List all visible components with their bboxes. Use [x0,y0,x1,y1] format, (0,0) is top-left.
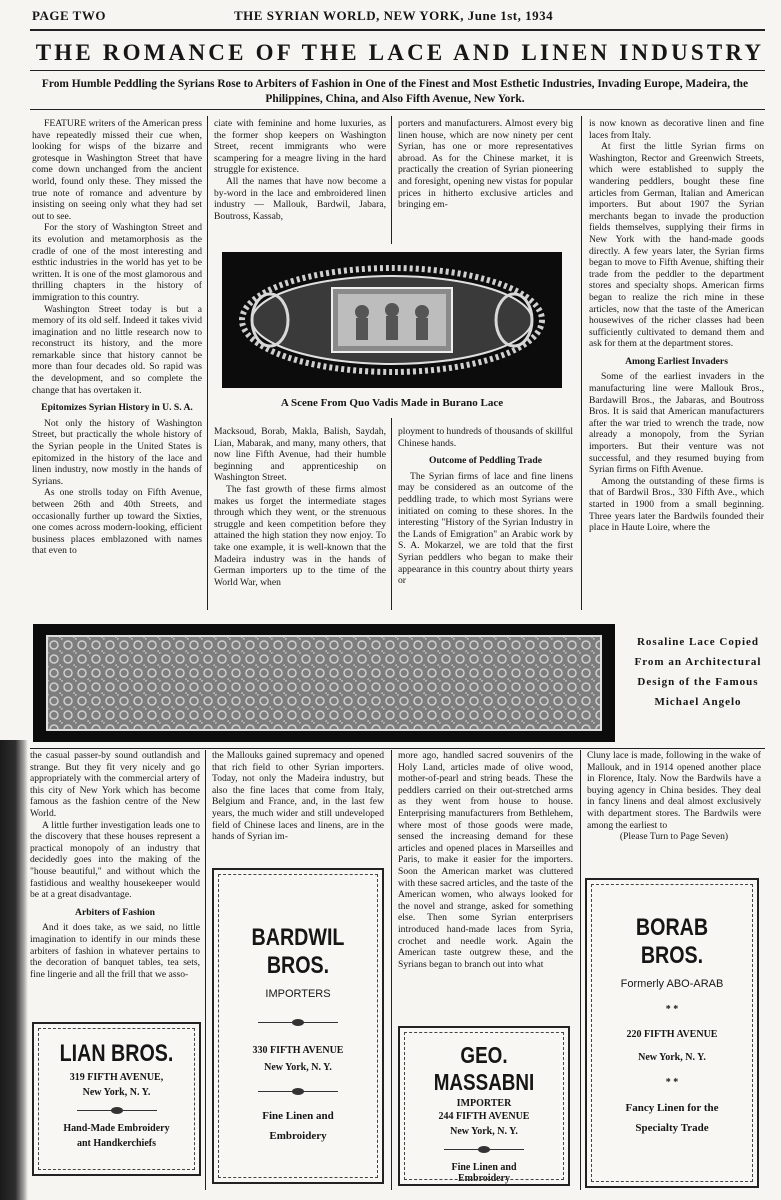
paragraph: Not only the history of Washington Street, but practically the whole history of the Syrian people in the United States is epitomized in the history of the lace and linen industry, now mostly in the hands of Syrians. [32,417,202,487]
paragraph: The fast growth of these firms almost makes us forget the intermediate stages through which they went, or the strenuous struggle and keen competition before they attained the high station they now enjoy. To take one example, it is well-known that the Madeira industry was in the hands of German importers up to the time of the World War, when [214,483,386,588]
paragraph: is now known as decorative linen and fine laces from Italy. [589,118,764,141]
ad-borab-bros [585,878,759,1188]
subhead: Outcome of Peddling Trade [429,455,542,467]
paragraph: Among the outstanding of these firms is that of Bardwil Bros., 330 Fifth Ave., which started in 1900 from a small beginning. Three years later the Bardwils founded their place in Haute Loire, where the [589,475,764,534]
photo-caption: A Scene From Quo Vadis Made in Burano Lace [280,397,504,409]
paragraph: Cluny lace is made, following in the wake of Mallouk, and in 1914 opened another place in Florence, Italy. Now the Bardwils have a buying agency in China besides. They deal in fancy linens and deal almost exclusively with department stores. The Bardwils were among the earliest to [587,750,761,831]
ad-line: Embroidery [269,1130,327,1142]
paragraph: Macksoud, Borab, Makla, Balish, Saydah, Lian, Mabarak, and many, many others, that now line Fifth Avenue, had their humble beginning and apprenticeship on Washington Street. [214,426,386,484]
deck-rule [30,109,765,110]
column-1 [32,118,202,610]
header-rule [30,29,765,31]
ad-subtitle: IMPORTER [456,1098,512,1109]
section-rule [30,748,765,749]
column-rule [205,750,206,1190]
article-title: THE ROMANCE OF THE LACE AND LINEN INDUSTRY [35,40,765,65]
column-2-continued [214,426,386,610]
ornament [77,1110,157,1111]
paragraph: As one strolls today on Fifth Avenue, between 26th and 40th Streets, and occasionally further up toward the Sixties, one comes across modern-looking, efficient business places emblazoned with names that even to [32,487,202,557]
paragraph: At first the little Syrian firms on Washington, Rector and Greenwich Streets, which were established to supply the wandering peddlers, bought these fine articles from German, Italian and American importers. But about 1907 the Syrian merchants began to invade the production fields themselves, supplying their firms in New York with the hand-made goods directly. A few years later, the Syrian firms began to move to Fifth Avenue, shifting their trade from the peddler to the department stores and specialty shops. American firms began to realize the rich mine in these articles, now that the taste of the American housewives of the richer classes had been sufficiently cultivated to demand them and ask for them at the department stores. [589,141,764,350]
ad-border [218,874,378,1178]
ad-line: Fancy Linen for the [625,1102,719,1114]
column-rule [207,116,208,610]
continued-note: (Please Turn to Page Seven) [619,831,729,843]
scan-damage-edge [0,740,28,1200]
ad-line: Hand-Made Embroidery [63,1123,170,1134]
lower-column-1 [30,750,200,1016]
column-rule [580,750,581,1190]
paragraph: Washington Street today is but a memory of its old self. Indeed it takes vivid imagination and no little research now to reconstruct its history, and the more remarkable since that history cannot be more than four decades old. So rapid was the development, and so complete the change that has overtaken it. [32,303,202,396]
lower-column-2 [212,750,384,860]
ad-geo-massabni [398,1026,570,1186]
paragraph: All the names that have now become a by-word in the lace and embroidered linen industry — Mallouk, Bardwil, Jabara, Boutross, Kassab, [214,175,386,222]
column-3 [398,118,573,240]
ornament [258,1022,338,1023]
ad-address: 330 FIFTH AVENUE [252,1045,344,1056]
paragraph: ployment to hundreds of thousands of skillful Chinese hands. [398,426,573,449]
paragraph: more ago, handled sacred souvenirs of the Holy Land, articles made of olive wood, mother-of-pearl and string beads. These the peddlers carried on their out-stretched arms as they went from house to house. Enterprising manufacturers from Bethlehem, where most of those goods were made, sensed the increasing demand for these articles and opened places in Marseilles and Paris, to make it easier for the importers. Soon the American market was cluttered with these sacred articles, and the taste of the American women, who always looked for the novel and strange, asked for something else. Then some Syrian enterprisers introduced hand-made laces from Syria, crochet and needle work. Again the American taste outgrew these, and the Syrians began to branch out into what [398,750,573,970]
ad-name: BARDWIL BROS. [251,924,345,979]
ad-line: ant Handkerchiefs [77,1138,156,1149]
ad-name: BORAB BROS. [635,914,709,969]
ad-city: New York, N. Y. [82,1087,151,1098]
article-deck: From Humble Peddling the Syrians Rose to Arbiters of Fashion in One of the Finest and Most Esthetic Industries, Invading Europe, Madeira, the Philippines, China, and Also Fifth Avenue, New York. [41,78,749,105]
masthead [234,8,553,24]
paragraph: FEATURE writers of the American press have repeatedly missed their cue when, looking for wisps of the bizarre and grotesque in Washington Street that have come down unchanged from the ancient world, found only these. They missed the true note of romance and adventure by insisting on seeing only what they had set out to see. [32,118,202,222]
ornament-stars: * * [665,1004,679,1015]
ad-city: New York, N. Y. [638,1052,706,1063]
lace-oval-illustration [222,252,562,388]
paragraph: Some of the earliest invaders in the manufacturing line were Mallouk Bros., Bardawill Bros., the Jabaras, and Boutross Bros. It is said that American manufacturers after the war tried to wrench the trade, now already a monopoly, from the Syrian importers. But their venture was not successful, and they resumed buying from Syrian firms on Fifth Avenue. [589,371,764,476]
subhead: Epitomizes Syrian History in U. S. A. [41,402,193,414]
column-rule [391,418,392,610]
issue-date: June 1st, 1934 [467,8,554,23]
ad-address: 220 FIFTH AVENUE [626,1029,718,1040]
column-rule [581,116,582,610]
lower-column-4 [587,750,761,868]
paragraph: And it does take, as we said, no little imagination to identify in our minds these arbiters of fashion in whatever pertains to the decoration of banquet tables, tea sets, fine lingerie and all the frill that we asso- [30,922,200,980]
ad-line: Fine Linen and [262,1110,334,1122]
ad-line: Embroidery [457,1173,511,1184]
ornament [258,1091,338,1092]
lace-photo-quo-vadis [222,252,562,388]
ad-city: New York, N. Y. [450,1126,518,1137]
column-2 [214,118,386,240]
paragraph: The Syrian firms of lace and fine linens may be considered as an outcome of the peddling trade, to which most Syrians were initiated on coming to these shores. In the interesting "History of the Syrian Industry in the Lands of Emigration" an Arabic work by S. A. Mokarzel, we are told that the first Syrian peddlers who began to make their appearance in this country about thirty years or [398,470,573,587]
ad-subtitle: Formerly ABO-ARAB [620,978,724,990]
ad-name: LIAN BROS. [59,1040,174,1067]
ornament-stars: * * [665,1077,679,1088]
ad-line: Fine Linen and [451,1162,517,1173]
lower-column-3 [398,750,573,1018]
paragraph: porters and manufacturers. Almost every big linen house, which are now ninety per cent Syrian, has one or more representatives abroad. As for the Chinese market, it is practically the creation of Syrian pioneering and foresight, opening new vistas for popular prices in hitherto exclusive articles and bringing em- [398,118,573,211]
ad-city: New York, N. Y. [264,1062,332,1073]
title-rule [30,70,765,71]
paragraph: the Mallouks gained supremacy and opened that rich field to other Syrian importers. Today, not only the Madeira industry, but also the fine laces that come from Italy, Belgium and France, and, in the last few years, the much wider and still undeveloped field of Chinese laces and linens, are in the hands of Syrian im- [212,750,384,843]
ad-address: 244 FIFTH AVENUE [438,1111,530,1122]
paragraph: the casual passer-by sound outlandish and strange. But they fit very nicely and go appropriately with the commercial artery of this city of New York which has become famous as the fashion centre of the New World. [30,750,200,819]
ad-bardwil-bros [212,868,384,1184]
column-rule [391,116,392,244]
ad-lian-bros [32,1022,201,1176]
paragraph: ciate with feminine and home luxuries, as the former shop keepers on Washington Street, recent immigrants who were scampering for a meagre living in the hard struggle for existence. [214,118,386,176]
rosaline-lace-illustration [33,624,615,742]
ad-address: 319 FIFTH AVENUE, [69,1072,164,1083]
column-3-continued [398,426,573,610]
column-rule [391,750,392,1190]
subhead: Arbiters of Fashion [75,906,155,918]
subhead: Among Earliest Invaders [625,355,728,367]
lace-photo-rosaline [33,624,615,742]
paragraph: A little further investigation leads one to the discovery that these houses represent a practical monopoly of an industry that decidedly goes into the making of the "house beautiful," and without which the fastidious and wealthy housekeeper would be at a great disadvantage. [30,819,200,901]
ornament [444,1149,524,1150]
masthead-name: THE SYRIAN WORLD, NEW YORK, [234,8,464,23]
page-label: PAGE TWO [32,8,106,23]
ad-subtitle: IMPORTERS [265,988,331,1000]
paragraph: For the story of Washington Street and its evolution and metamorphosis as the cradle of one of the most interesting and esthtic industries in the world has yet to be written. It is one of the most glamorous and thrilling chapters in the history of immigration to this country. [32,222,202,303]
ad-line: Specialty Trade [635,1122,709,1134]
photo-caption: Rosaline Lace Copied From an Architectural Design of the Famous Michael Angelo [634,636,762,708]
ad-name: GEO. MASSABNI [433,1042,535,1095]
column-4 [589,118,764,610]
